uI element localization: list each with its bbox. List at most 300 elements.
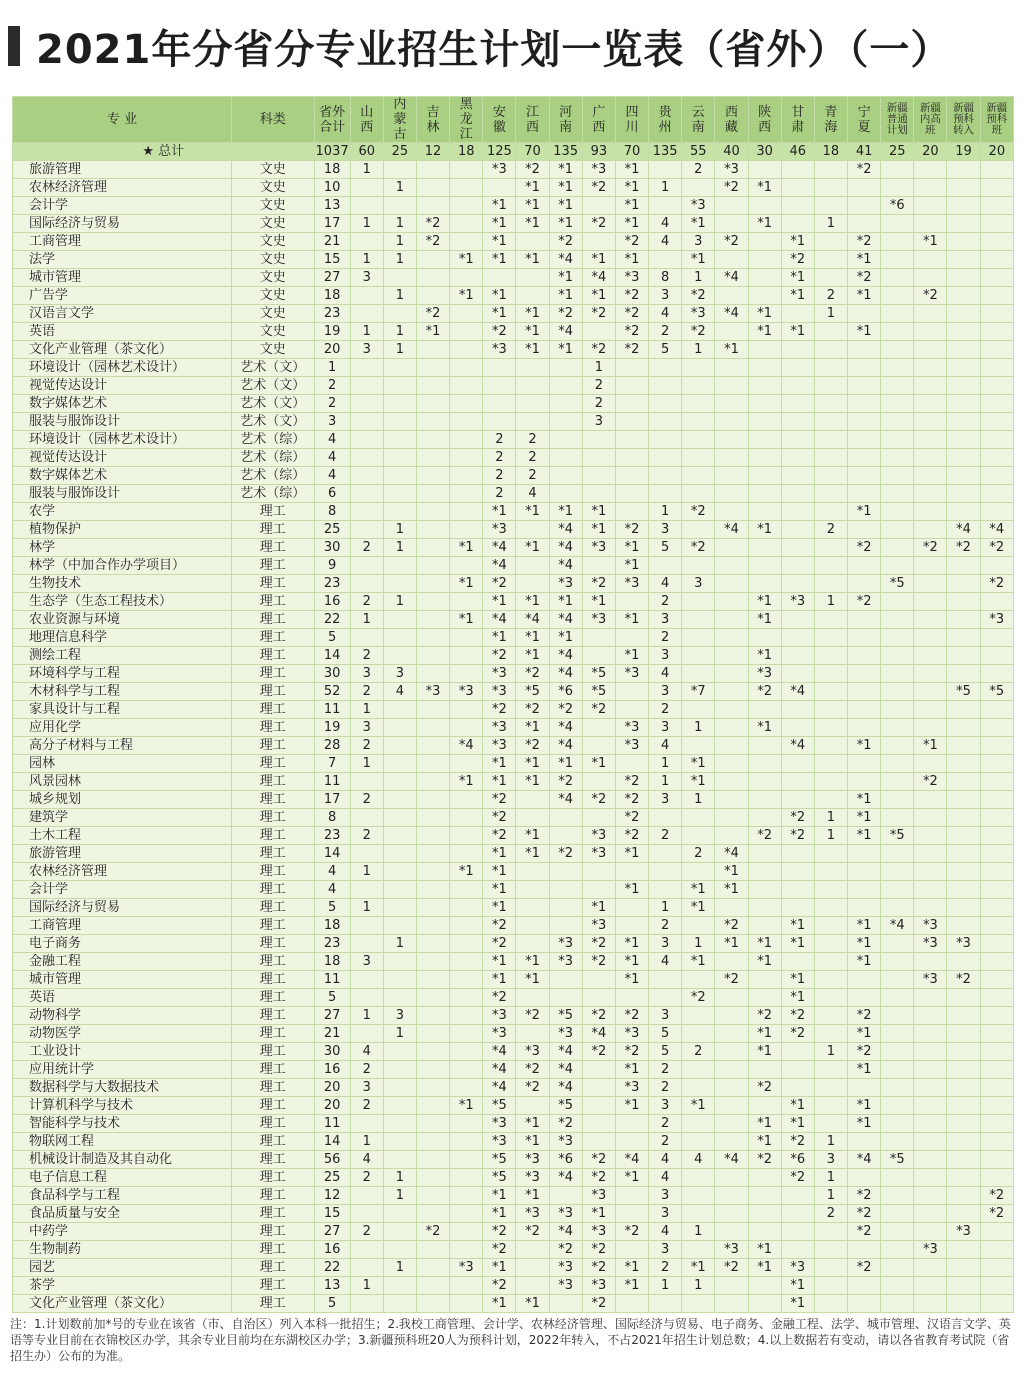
category: 理工 xyxy=(232,1295,314,1313)
title-block xyxy=(8,16,951,76)
table-body xyxy=(13,143,1014,1313)
category: 理工 xyxy=(232,791,314,809)
province-quota: *1 xyxy=(450,539,483,557)
province-quota xyxy=(416,755,449,773)
province-quota xyxy=(549,467,582,485)
province-quota xyxy=(715,287,748,305)
province-quota xyxy=(450,1169,483,1187)
province-quota: *4 xyxy=(450,737,483,755)
province-quota xyxy=(781,467,814,485)
province-quota: *1 xyxy=(914,737,947,755)
province-quota xyxy=(781,1205,814,1223)
province-quota: 1 xyxy=(814,827,847,845)
province-quota xyxy=(814,989,847,1007)
province-quota xyxy=(682,611,715,629)
province-quota xyxy=(715,701,748,719)
province-quota: 3 xyxy=(649,647,682,665)
province-quota xyxy=(715,413,748,431)
province-quota xyxy=(383,773,416,791)
header-province: 安 徽 xyxy=(483,97,516,143)
province-quota xyxy=(549,881,582,899)
major-name: 汉语言文学 xyxy=(13,305,232,323)
province-quota xyxy=(881,989,914,1007)
province-quota xyxy=(914,1025,947,1043)
province-quota xyxy=(881,845,914,863)
province-quota xyxy=(848,197,881,215)
province-quota: *2 xyxy=(516,1007,549,1025)
province-quota: *1 xyxy=(848,251,881,269)
province-quota: *3 xyxy=(549,575,582,593)
province-quota xyxy=(881,1043,914,1061)
province-quota xyxy=(350,935,383,953)
province-quota xyxy=(416,521,449,539)
province-quota xyxy=(848,359,881,377)
province-quota xyxy=(814,233,847,251)
category: 理工 xyxy=(232,1007,314,1025)
row-total: 13 xyxy=(314,197,350,215)
province-quota: 2 xyxy=(649,1259,682,1277)
table-row xyxy=(13,161,1014,179)
province-quota xyxy=(715,593,748,611)
row-total: 4 xyxy=(314,881,350,899)
province-quota: *1 xyxy=(516,215,549,233)
province-quota xyxy=(350,467,383,485)
category: 理工 xyxy=(232,557,314,575)
row-total: 25 xyxy=(314,1169,350,1187)
province-quota: *2 xyxy=(483,917,516,935)
province-quota xyxy=(383,413,416,431)
province-quota xyxy=(383,881,416,899)
province-quota xyxy=(715,449,748,467)
province-quota xyxy=(383,305,416,323)
province-quota xyxy=(516,989,549,1007)
province-quota: *2 xyxy=(483,1223,516,1241)
table-row xyxy=(13,251,1014,269)
province-quota xyxy=(881,701,914,719)
province-quota xyxy=(450,827,483,845)
major-name: 智能科学与技术 xyxy=(13,1115,232,1133)
category: 理工 xyxy=(232,971,314,989)
major-name: 文化产业管理（茶文化） xyxy=(13,1295,232,1313)
province-quota: *1 xyxy=(615,161,648,179)
province-quota xyxy=(914,845,947,863)
province-quota xyxy=(814,575,847,593)
province-quota xyxy=(615,593,648,611)
province-quota xyxy=(483,395,516,413)
province-quota: *1 xyxy=(615,1169,648,1187)
province-quota xyxy=(781,881,814,899)
row-total: 20 xyxy=(314,1079,350,1097)
province-quota xyxy=(682,377,715,395)
province-quota xyxy=(615,683,648,701)
province-quota xyxy=(748,971,781,989)
province-quota xyxy=(416,377,449,395)
province-quota xyxy=(516,359,549,377)
province-quota: 1 xyxy=(682,341,715,359)
province-quota xyxy=(814,1259,847,1277)
province-quota xyxy=(881,539,914,557)
province-quota: 8 xyxy=(649,269,682,287)
row-total: 9 xyxy=(314,557,350,575)
major-name: 城市管理 xyxy=(13,971,232,989)
row-total: 30 xyxy=(314,1043,350,1061)
province-quota xyxy=(914,989,947,1007)
province-quota xyxy=(748,755,781,773)
province-quota xyxy=(980,467,1013,485)
province-quota xyxy=(615,899,648,917)
province-quota: *4 xyxy=(549,1169,582,1187)
province-quota xyxy=(416,1097,449,1115)
table-row xyxy=(13,521,1014,539)
province-quota: *5 xyxy=(947,683,980,701)
province-quota xyxy=(848,341,881,359)
major-name: 国际经济与贸易 xyxy=(13,899,232,917)
province-quota xyxy=(848,701,881,719)
province-quota xyxy=(516,881,549,899)
province-quota xyxy=(781,395,814,413)
province-quota xyxy=(649,971,682,989)
province-quota xyxy=(781,359,814,377)
category: 文史 xyxy=(232,269,314,287)
province-quota xyxy=(881,863,914,881)
province-quota: *2 xyxy=(582,575,615,593)
province-quota xyxy=(848,485,881,503)
table-row xyxy=(13,629,1014,647)
province-quota xyxy=(549,989,582,1007)
province-quota xyxy=(682,1025,715,1043)
province-quota: 1 xyxy=(383,593,416,611)
province-quota: *2 xyxy=(582,791,615,809)
province-quota xyxy=(350,521,383,539)
header-total: 省外 合计 xyxy=(314,97,350,143)
province-quota: *3 xyxy=(483,1133,516,1151)
province-quota xyxy=(350,1259,383,1277)
province-quota: *3 xyxy=(715,161,748,179)
province-quota xyxy=(881,935,914,953)
province-quota xyxy=(814,179,847,197)
province-quota xyxy=(715,1169,748,1187)
province-quota xyxy=(848,755,881,773)
province-quota xyxy=(914,1259,947,1277)
province-quota xyxy=(450,1061,483,1079)
province-quota xyxy=(450,377,483,395)
province-quota: 4 xyxy=(649,1223,682,1241)
province-quota xyxy=(947,341,980,359)
province-quota xyxy=(914,647,947,665)
province-quota xyxy=(848,971,881,989)
province-quota xyxy=(980,197,1013,215)
province-quota: 2 xyxy=(649,701,682,719)
province-quota xyxy=(980,899,1013,917)
category: 艺术（综） xyxy=(232,449,314,467)
province-quota xyxy=(814,251,847,269)
province-quota xyxy=(881,647,914,665)
province-quota: *3 xyxy=(715,1241,748,1259)
province-quota: *2 xyxy=(715,1259,748,1277)
province-quota: *3 xyxy=(914,917,947,935)
province-quota: *1 xyxy=(748,1133,781,1151)
province-quota xyxy=(416,629,449,647)
province-quota xyxy=(383,431,416,449)
province-quota xyxy=(814,899,847,917)
province-quota: *5 xyxy=(881,575,914,593)
province-quota xyxy=(416,197,449,215)
province-quota xyxy=(914,557,947,575)
province-quota xyxy=(848,1169,881,1187)
province-quota: 1 xyxy=(649,773,682,791)
province-quota: 1 xyxy=(649,755,682,773)
province-quota xyxy=(748,1205,781,1223)
row-total: 21 xyxy=(314,233,350,251)
province-quota: *2 xyxy=(615,809,648,827)
province-quota xyxy=(748,467,781,485)
province-quota xyxy=(582,773,615,791)
category: 理工 xyxy=(232,611,314,629)
province-quota xyxy=(582,431,615,449)
table-row xyxy=(13,539,1014,557)
row-total: 11 xyxy=(314,701,350,719)
province-quota xyxy=(450,197,483,215)
province-quota xyxy=(881,359,914,377)
province-quota xyxy=(781,953,814,971)
province-quota xyxy=(649,359,682,377)
province-quota: *7 xyxy=(682,683,715,701)
province-quota xyxy=(350,1025,383,1043)
province-quota: 2 xyxy=(649,917,682,935)
province-quota: *1 xyxy=(848,917,881,935)
province-quota xyxy=(416,1133,449,1151)
province-quota: *1 xyxy=(781,1295,814,1313)
province-quota xyxy=(450,179,483,197)
province-quota: *3 xyxy=(549,1025,582,1043)
province-quota: 1 xyxy=(814,1133,847,1151)
province-quota: *1 xyxy=(516,305,549,323)
province-quota xyxy=(914,791,947,809)
header-province: 广 西 xyxy=(582,97,615,143)
row-total: 17 xyxy=(314,215,350,233)
province-quota: 2 xyxy=(582,377,615,395)
row-total: 16 xyxy=(314,593,350,611)
page-title: 2021年分省分专业招生计划一览表（省外）（一） xyxy=(36,26,952,73)
table-row xyxy=(13,863,1014,881)
major-name: 环境科学与工程 xyxy=(13,665,232,683)
province-quota xyxy=(980,1277,1013,1295)
province-quota: *2 xyxy=(848,1007,881,1025)
province-quota xyxy=(947,899,980,917)
province-quota xyxy=(781,413,814,431)
province-quota: 1 xyxy=(350,611,383,629)
province-quota: *5 xyxy=(980,683,1013,701)
province-quota xyxy=(748,233,781,251)
province-quota: 1 xyxy=(814,215,847,233)
province-quota: *1 xyxy=(781,917,814,935)
province-quota: *4 xyxy=(516,611,549,629)
province-quota xyxy=(980,485,1013,503)
table-row xyxy=(13,179,1014,197)
province-quota xyxy=(947,1241,980,1259)
province-quota xyxy=(914,521,947,539)
row-total: 18 xyxy=(314,161,350,179)
table-row xyxy=(13,197,1014,215)
province-quota xyxy=(383,1097,416,1115)
province-quota xyxy=(848,881,881,899)
province-quota: *3 xyxy=(582,917,615,935)
province-quota: *2 xyxy=(615,521,648,539)
province-quota xyxy=(615,701,648,719)
province-quota: 1 xyxy=(383,1259,416,1277)
province-quota xyxy=(748,899,781,917)
province-quota xyxy=(416,593,449,611)
province-quota: *2 xyxy=(682,989,715,1007)
province-quota xyxy=(947,287,980,305)
province-quota xyxy=(416,449,449,467)
table-row xyxy=(13,557,1014,575)
category: 理工 xyxy=(232,863,314,881)
total-value: 125 xyxy=(483,143,516,161)
province-quota: *3 xyxy=(549,953,582,971)
province-quota xyxy=(516,287,549,305)
province-quota: *2 xyxy=(615,341,648,359)
province-quota: *3 xyxy=(615,719,648,737)
province-quota: *2 xyxy=(549,1241,582,1259)
province-quota xyxy=(881,179,914,197)
province-quota: *5 xyxy=(582,665,615,683)
row-total: 18 xyxy=(314,917,350,935)
province-quota: 3 xyxy=(649,611,682,629)
header-province: 新疆 内高 班 xyxy=(914,97,947,143)
province-quota: *1 xyxy=(682,1097,715,1115)
province-quota xyxy=(881,1259,914,1277)
province-quota xyxy=(416,971,449,989)
province-quota xyxy=(383,863,416,881)
province-quota xyxy=(682,665,715,683)
table-row xyxy=(13,1169,1014,1187)
category: 理工 xyxy=(232,953,314,971)
province-quota xyxy=(715,665,748,683)
province-quota: *2 xyxy=(848,1259,881,1277)
province-quota: *1 xyxy=(416,323,449,341)
category: 理工 xyxy=(232,1061,314,1079)
header-province: 甘 肃 xyxy=(781,97,814,143)
row-total: 22 xyxy=(314,611,350,629)
province-quota: *1 xyxy=(748,1043,781,1061)
province-quota: *1 xyxy=(516,827,549,845)
province-quota: 1 xyxy=(350,863,383,881)
province-quota xyxy=(980,161,1013,179)
category: 艺术（文） xyxy=(232,395,314,413)
province-quota xyxy=(649,1295,682,1313)
province-quota xyxy=(947,1097,980,1115)
province-quota: *1 xyxy=(582,755,615,773)
province-quota xyxy=(416,503,449,521)
province-quota: *5 xyxy=(516,683,549,701)
province-quota xyxy=(814,1061,847,1079)
province-quota xyxy=(615,1133,648,1151)
province-quota: *6 xyxy=(881,197,914,215)
major-name: 地理信息科学 xyxy=(13,629,232,647)
province-quota xyxy=(582,647,615,665)
province-quota xyxy=(682,1079,715,1097)
province-quota xyxy=(881,593,914,611)
category: 理工 xyxy=(232,827,314,845)
province-quota xyxy=(350,881,383,899)
province-quota: *2 xyxy=(582,1151,615,1169)
category: 文史 xyxy=(232,341,314,359)
province-quota: *1 xyxy=(516,341,549,359)
province-quota: *2 xyxy=(483,827,516,845)
province-quota xyxy=(980,179,1013,197)
enrollment-plan-table xyxy=(12,96,1014,1313)
province-quota: 3 xyxy=(649,1241,682,1259)
row-total: 8 xyxy=(314,809,350,827)
province-quota: *1 xyxy=(848,791,881,809)
province-quota xyxy=(416,665,449,683)
province-quota xyxy=(450,1133,483,1151)
table-row xyxy=(13,1295,1014,1313)
major-name: 农林经济管理 xyxy=(13,863,232,881)
major-name: 食品科学与工程 xyxy=(13,1187,232,1205)
province-quota: *3 xyxy=(914,935,947,953)
category: 文史 xyxy=(232,179,314,197)
province-quota xyxy=(881,809,914,827)
province-quota xyxy=(947,359,980,377)
province-quota xyxy=(450,215,483,233)
province-quota xyxy=(383,197,416,215)
province-quota xyxy=(914,1187,947,1205)
province-quota xyxy=(848,413,881,431)
row-total: 20 xyxy=(314,1097,350,1115)
row-total: 15 xyxy=(314,1205,350,1223)
category: 理工 xyxy=(232,989,314,1007)
province-quota xyxy=(450,1007,483,1025)
total-value: 70 xyxy=(516,143,549,161)
province-quota: *5 xyxy=(582,683,615,701)
province-quota xyxy=(383,629,416,647)
province-quota xyxy=(881,395,914,413)
province-quota: 1 xyxy=(383,1025,416,1043)
province-quota xyxy=(848,683,881,701)
province-quota xyxy=(416,773,449,791)
province-quota xyxy=(980,647,1013,665)
province-quota xyxy=(814,539,847,557)
major-name: 农学 xyxy=(13,503,232,521)
province-quota xyxy=(383,755,416,773)
province-quota xyxy=(649,431,682,449)
province-quota xyxy=(383,1061,416,1079)
province-quota xyxy=(914,1115,947,1133)
province-quota: *3 xyxy=(549,1259,582,1277)
table-row xyxy=(13,701,1014,719)
province-quota: 2 xyxy=(483,431,516,449)
province-quota xyxy=(947,1259,980,1277)
province-quota: 2 xyxy=(516,467,549,485)
province-quota: *2 xyxy=(549,305,582,323)
province-quota xyxy=(914,1043,947,1061)
row-total: 20 xyxy=(314,341,350,359)
province-quota xyxy=(383,953,416,971)
province-quota xyxy=(582,1097,615,1115)
province-quota xyxy=(980,755,1013,773)
province-quota: *2 xyxy=(483,701,516,719)
province-quota: *2 xyxy=(615,827,648,845)
province-quota xyxy=(814,557,847,575)
major-name: 会计学 xyxy=(13,197,232,215)
province-quota xyxy=(649,863,682,881)
province-quota xyxy=(947,1115,980,1133)
province-quota xyxy=(947,737,980,755)
province-quota xyxy=(748,377,781,395)
major-name: 园林 xyxy=(13,755,232,773)
